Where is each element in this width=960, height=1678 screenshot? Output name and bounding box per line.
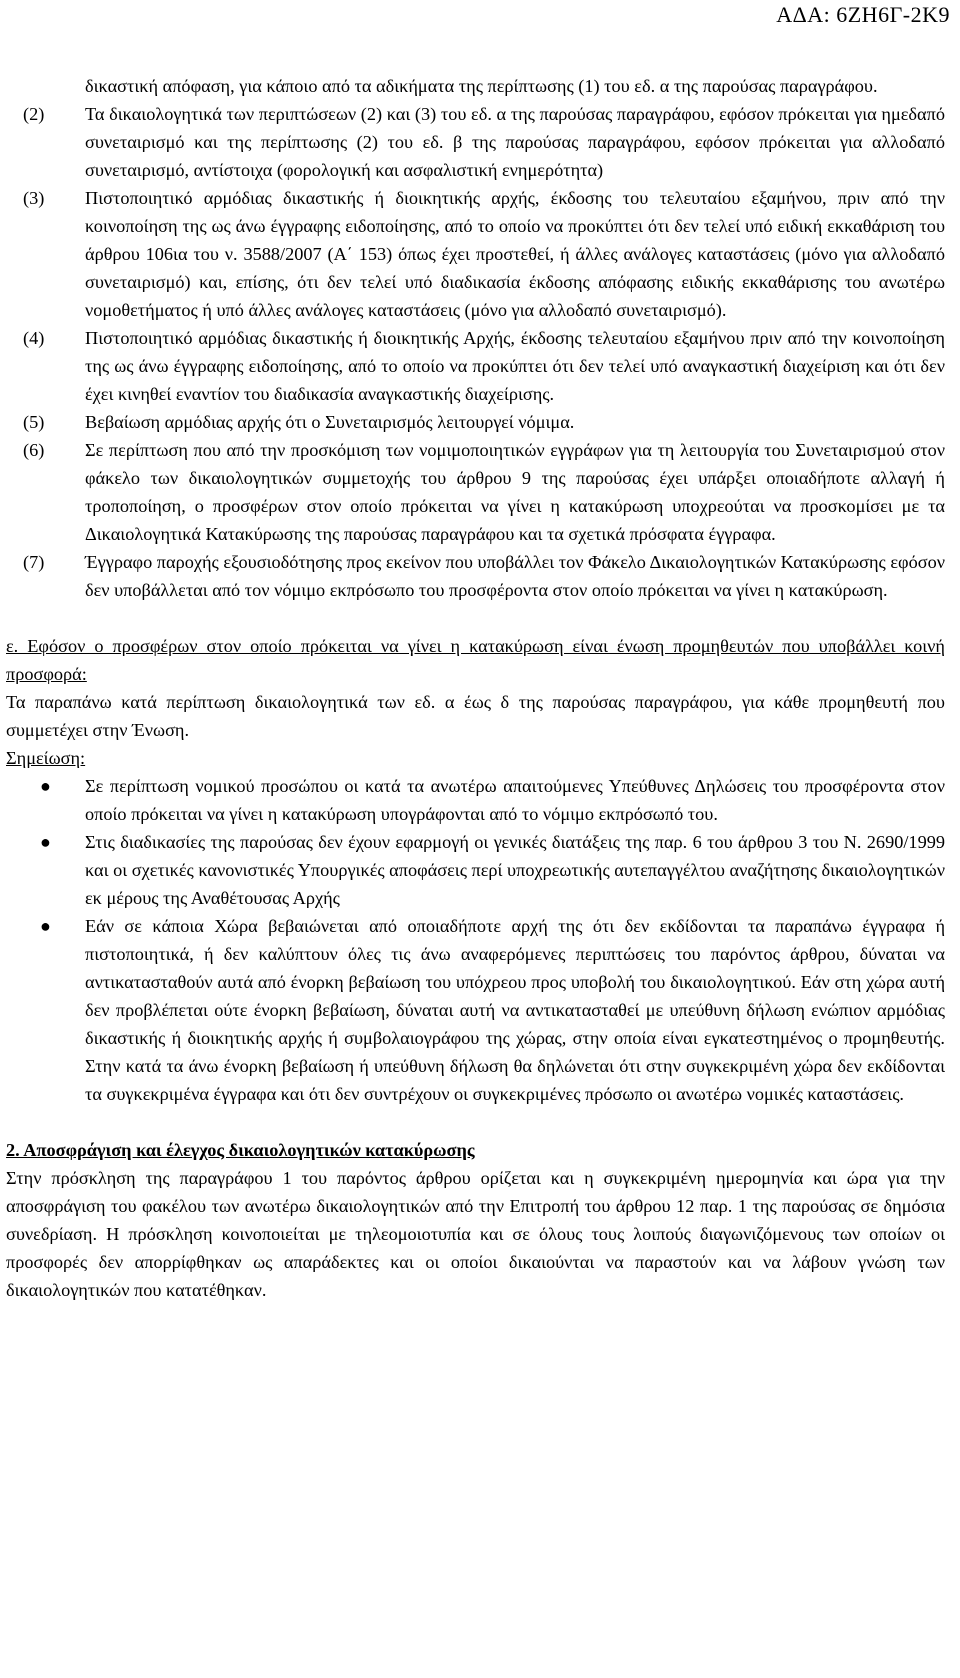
note-bullet [0,772,960,828]
item-number: (3) [23,188,45,208]
item-number: (2) [23,104,45,124]
list-item [0,408,960,436]
item-number: (7) [23,552,45,572]
item-text: Πιστοποιητικό αρμόδιας δικαστικής ή διοικητικής αρχής, έκδοσης του τελευταίου εξαμήνου, πριν από την κοινοποίηση της ως άνω έγγραφης ειδοποίησης, από το οποίο να προκύπτει ότι δεν τελεί υπό ειδική εκκαθάριση του άρθρου 106ια του ν. 3588/2007 (Α΄ 153) όπως έχει προστεθεί, ή άλλες ανάλογες καταστάσεις (μόνο για αλλοδαπό συνεταιρισμό) και, επίσης, ότι δεν τελεί υπό διαδικασία έκδοσης απόφασης ειδικής εκκαθάρισης του ανωτέρω νομοθετήματος ή υπό άλλες ανάλογες καταστάσεις (μόνο για αλλοδαπό συνεταιρισμό). [85,188,945,320]
list-item [0,436,960,548]
item-text: Τα δικαιολογητικά των περιπτώσεων (2) και (3) του εδ. α της παρούσας παραγράφου, εφόσον πρόκειται για ημεδαπό συνεταιρισμό και της περίπτωσης (2) του εδ. β της παρούσας παραγράφου, εφόσον πρόκειται για αλλοδαπό συνεταιρισμό, αντίστοιχα (φορολογική και ασφαλιστική ενημερότητα) [85,104,945,180]
bullet-icon: ● [40,832,51,852]
list-item [0,324,960,408]
note-bullet-text: Εάν σε κάποια Χώρα βεβαιώνεται από οποιαδήποτε αρχή της ότι δεν εκδίδονται τα παραπάνω έγγραφα ή πιστοποιητικά, ή δεν καλύπτουν όλες τις άνω αναφερόμενες περιπτώσεις του παρόντος άρθρου, δύναται να αντικατασταθούν αυτά από ένορκη βεβαίωση του υπόχρεου προς υποβολή του δικαιολογητικού. Εάν στη χώρα αυτή δεν προβλέπεται ούτε ένορκη βεβαίωση, δύναται αυτή να αντικατασταθεί με υπεύθυνη δήλωση ενώπιον αρμόδιας δικαστικής ή διοικητικής αρχής ή συμβολαιογράφου της χώρας, στην οποία είναι εγκατεστημένος ο προμηθευτής. Στην κατά τα άνω ένορκη βεβαίωση ή υπεύθυνη δήλωση θα δηλώνεται ότι στην συγκεκριμένη χώρα δεν εκδίδονται τα συγκεκριμένα έγγραφα και ότι δεν συντρέχουν οι συγκεκριμένες πρόσωπο οι ανωτέρω νομικές καταστάσεις. [85,916,945,1104]
bullet-icon: ● [40,916,51,936]
section-e-heading: ε. Εφόσον ο προσφέρων στον οποίο πρόκειται να γίνει η κατακύρωση είναι ένωση προμηθευτών που υποβάλλει κοινή προσφορά: [6,636,945,684]
section-2-heading: 2. Αποσφράγιση και έλεγχος δικαιολογητικών κατακύρωσης [6,1140,475,1160]
note-bullet [0,912,960,1108]
note-bullet-text: Στις διαδικασίες της παρούσας δεν έχουν εφαρμογή οι γενικές διατάξεις της παρ. 6 του άρθρου 3 του Ν. 2690/1999 και οι σχετικές κανονιστικές Υπουργικές αποφάσεις περί υποχρεωτικής αυτεπαγγέλτου αναζήτησης δικαιολογητικών εκ μέρους της Αναθέτουσας Αρχής [85,832,945,908]
list-item [0,184,960,324]
item-number: (5) [23,412,45,432]
intro-paragraph: δικαστική απόφαση, για κάποιο από τα αδικήματα της περίπτωσης (1) του εδ. α της παρούσας παραγράφου. [85,76,878,96]
item-text: Βεβαίωση αρμόδιας αρχής ότι ο Συνεταιρισμός λειτουργεί νόμιμα. [85,412,575,432]
bullet-icon: ● [40,776,51,796]
note-bullet [0,828,960,912]
section-2-text: Στην πρόσκληση της παραγράφου 1 του παρόντος άρθρου ορίζεται και η συγκεκριμένη ημερομηνία και ώρα για την αποσφράγιση του φακέλου των ανωτέρω δικαιολογητικών από την Επιτροπή του άρθρου 12 παρ. 1 της παρούσας σε δημόσια συνεδρίαση. Η πρόσκληση κοινοποιείται με τηλεομοιοτυπία και σε όλους τους λοιπούς διαγωνιζόμενους των οποίων οι προσφορές δεν απορρίφθηκαν ως απαράδεκτες και οι οποίοι δικαιούνται να παραστούν και να λάβουν γνώση των δικαιολογητικών που κατατέθηκαν. [6,1168,945,1300]
item-number: (4) [23,328,45,348]
list-item [0,548,960,604]
note-bullet-text: Σε περίπτωση νομικού προσώπου οι κατά τα ανωτέρω απαιτούμενες Υπεύθυνες Δηλώσεις του προσφέροντα στον οποίο πρόκειται να γίνει η κατακύρωση υπογράφονται από το νόμιμο εκπρόσωπό του. [85,776,945,824]
list-item [0,100,960,184]
item-number: (6) [23,440,45,460]
section-e-text: Τα παραπάνω κατά περίπτωση δικαιολογητικά των εδ. α έως δ της παρούσας παραγράφου, για κάθε προμηθευτή που συμμετέχει στην Ένωση. [6,692,945,740]
item-text: Σε περίπτωση που από την προσκόμιση των νομιμοποιητικών εγγράφων για τη λειτουργία του Συνεταιρισμού στον φάκελο των δικαιολογητικών συμμετοχής του άρθρου 9 της παρούσας έχει υπάρξει οποιαδήποτε αλλαγή ή τροποποίηση, ο προσφέρων στον οποίο πρόκειται να γίνει η κατακύρωση υποχρεούται να προσκομίσει με τα Δικαιολογητικά Κατακύρωσης της παρούσας παραγράφου και τα σχετικά πρόσφατα έγγραφα. [85,440,945,544]
note-label: Σημείωση: [6,748,86,768]
item-text: Πιστοποιητικό αρμόδιας δικαστικής ή διοικητικής Αρχής, έκδοσης τελευταίου εξαμήνου πριν από την κοινοποίηση της ως άνω έγγραφης ειδοποίησης, από το οποίο να προκύπτει ότι δεν τελεί υπό αναγκαστική διαχείριση και ότι δεν έχει κινηθεί εναντίον του διαδικασία αναγκαστικής διαχείρισης. [85,328,945,404]
ada-header: ΑΔΑ: 6ΖΗ6Γ-2Κ9 [776,2,950,27]
item-text: Έγγραφο παροχής εξουσιοδότησης προς εκείνον που υποβάλλει τον Φάκελο Δικαιολογητικών Κατακύρωσης εφόσον δεν υποβάλλεται από τον νόμιμο εκπρόσωπο του προσφέροντα στον οποίο πρόκειται να γίνει η κατακύρωση. [85,552,945,600]
document-body [0,72,960,1304]
